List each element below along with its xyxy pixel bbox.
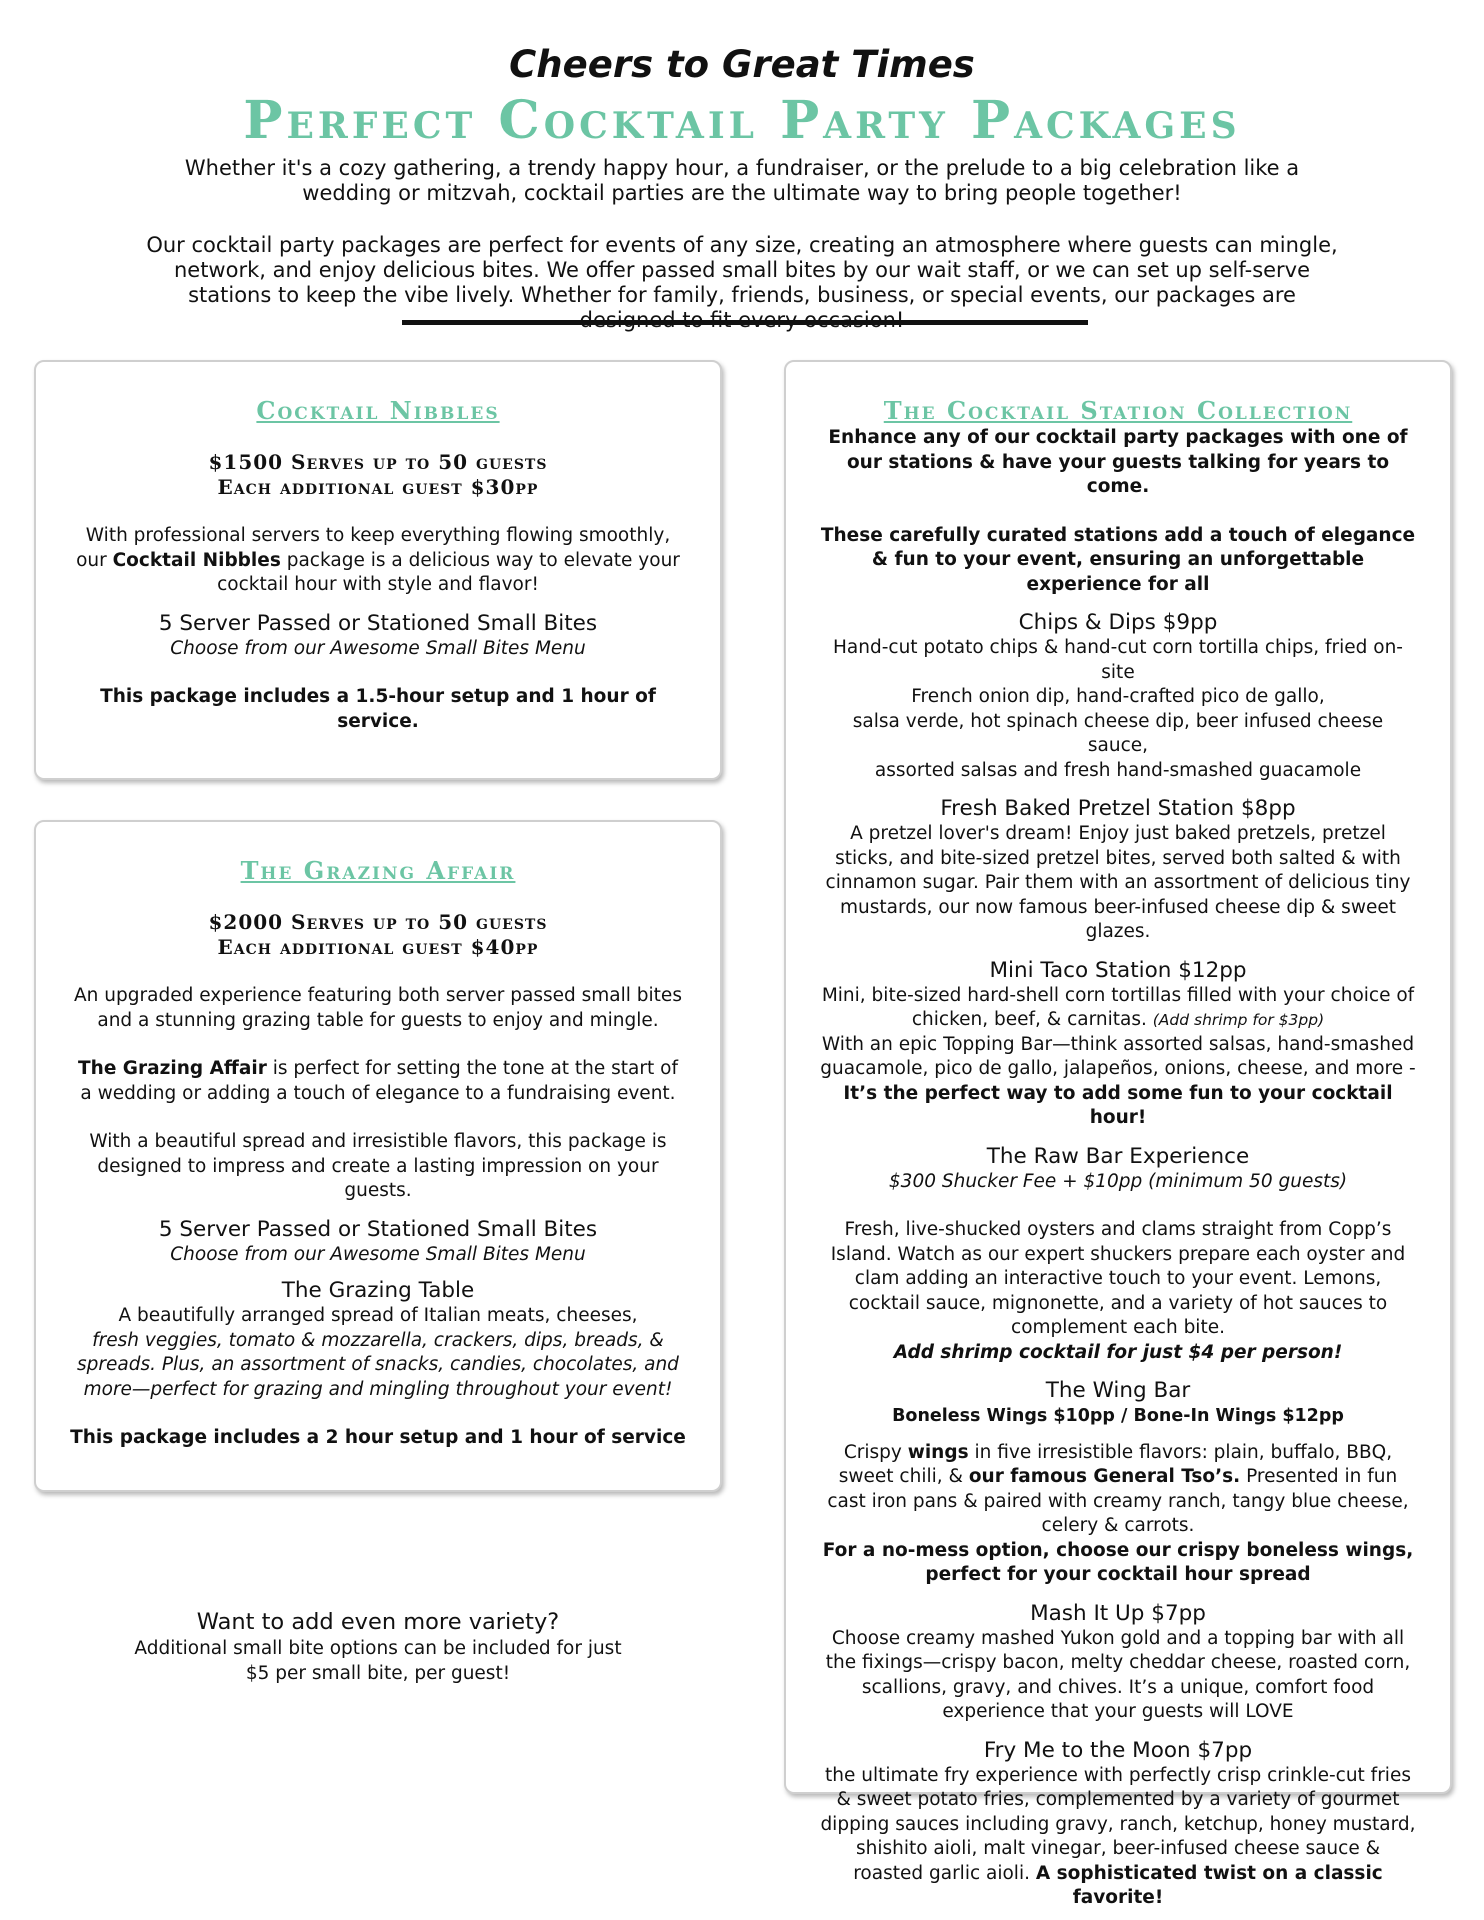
wing-bar-description — [820, 1441, 1416, 1539]
page-header — [0, 42, 1484, 360]
header-kicker: Cheers to Great Times — [509, 43, 975, 86]
small-bites-heading: 5 Server Passed or Stationed Small Bites — [158, 1216, 598, 1242]
chips-dips-line-4: assorted salsas and fresh hand-smashed guacamole — [874, 759, 1362, 781]
pretzel-station-title: Fresh Baked Pretzel Station $8pp — [940, 796, 1296, 821]
grazing-affair-extra-guest: Each additional guest $40pp — [217, 935, 539, 959]
grazing-description-1: An upgraded experience featuring both server passed small bites and a stunning grazing table for guests to enjoy and mingle. — [74, 985, 682, 1031]
grazing-description-3: With a beautiful spread and irresistible flavors, this package is designed to impress and create a lasting impression on your guests. — [89, 1131, 667, 1201]
mash-station-title: Mash It Up $7pp — [1030, 1600, 1206, 1626]
taco-station-tagline: It’s the perfect way to add some fun to your cocktail hour! — [843, 1082, 1393, 1128]
description-part: the ultimate fry experience with perfectly crisp crinkle-cut fries & sweet potato fries, complemented by a variety of gourmet dipping sauces including gravy, ranch, ketchup, honey mustard, shishito aioli, malt vinegar, beer-infused cheese sauce & roasted garlic aioli. — [820, 1764, 1416, 1884]
station-intro-1: Enhance any of our cocktail party packages with one of our stations & have your guests talking for years to come. — [828, 427, 1408, 497]
description-package-name: The Grazing Affair — [78, 1058, 267, 1079]
taco-station-line-1: Mini, bite-sized hard-shell corn tortillas filled with your choice of — [821, 984, 1415, 1006]
taco-proteins: chicken, beef, & carnitas. — [911, 1009, 1147, 1030]
fry-station-title: Fry Me to the Moon $7pp — [983, 1737, 1253, 1763]
wing-bar-pricing: Boneless Wings $10pp / Bone-In Wings $12pp — [892, 1406, 1344, 1426]
header-divider — [402, 320, 1088, 325]
package-service-note: This package includes a 2 hour setup and 1 hour of service — [70, 1427, 686, 1448]
wing-bar-title: The Wing Bar — [1045, 1378, 1191, 1403]
small-bites-heading: 5 Server Passed or Stationed Small Bites — [158, 610, 598, 636]
description-emphasis: our famous General Tso’s. — [968, 1466, 1241, 1487]
taco-shrimp-note: (Add shrimp for $3pp) — [1152, 1011, 1325, 1029]
description-emphasis: A sophisticated twist on a classic favorite! — [1035, 1862, 1383, 1908]
chips-dips-line-3: salsa verde, hot spinach cheese dip, beer infused cheese sauce, — [852, 710, 1384, 756]
description-part: package is a delicious way to elevate your cocktail hour with style and flavor! — [217, 549, 680, 595]
description-part: Crispy — [843, 1441, 902, 1463]
wing-bar-boneless-option: For a no-mess option, choose our crispy boneless wings, perfect for your cocktail hour spread — [822, 1539, 1414, 1585]
grazing-table-heading: The Grazing Table — [281, 1278, 475, 1303]
station-intro-2: These carefully curated stations add a touch of elegance & fun to your event, ensuring an unforgettable experience for all — [820, 524, 1416, 595]
pretzel-station-description: A pretzel lover's dream! Enjoy just baked pretzels, pretzel sticks, and bite-sized pretzel bites, served both salted & with cinnamon sugar. Pair them with an assortment of delicious tiny mustards, our now famous beer-infused cheese dip & sweet glazes. — [825, 823, 1411, 942]
raw-bar-description: Fresh, live-shucked oysters and clams straight from Copp’s Island. Watch as our expert shuckers prepare each oyster and clam adding an interactive touch to your event. Lemons, cocktail sauce, mignonette, and a variety of hot sauces to complement each bite. — [830, 1219, 1406, 1338]
description-part: in five irresistible flavors: plain, buffalo, BBQ, sweet chili, & — [838, 1441, 1393, 1487]
grazing-affair-price: $2000 Serves up to 50 guests — [208, 910, 548, 934]
station-collection-card — [784, 360, 1452, 1908]
chips-dips-line-2: French onion dip, hand-crafted pico de gallo, — [911, 686, 1325, 707]
cocktail-nibbles-price: $1500 Serves up to 50 guests — [208, 450, 548, 474]
small-bites-subheading: Choose from our Awesome Small Bites Menu — [170, 637, 586, 659]
variety-text: Additional small bite options can be included for just $5 per small bite, per guest! — [134, 1638, 622, 1684]
grazing-affair-card — [34, 820, 722, 1492]
cocktail-nibbles-description — [72, 524, 684, 598]
package-service-note: This package includes a 1.5-hour setup and 1 hour of service. — [100, 686, 656, 732]
mash-station-description: Choose creamy mashed Yukon gold and a topping bar with all the fixings—crispy bacon, melty cheddar cheese, roasted corn, scallions, gravy, and chives. It’s a unique, comfort food experience that your guests will LOVE — [825, 1627, 1411, 1722]
taco-station-line-2 — [820, 1008, 1416, 1033]
station-collection-title: The Cocktail Station Collection — [883, 396, 1353, 425]
intro-paragraph-2: Our cocktail party packages are perfect for events of any size, creating an atmosphere where guests can mingle, network, and enjoy delicious bites. We offer passed small bites by our wait staff, or we can set up self-serve stations to keep the vibe lively. Whether for family, friends, business, or special events, our packages are — [146, 233, 1338, 307]
cocktail-nibbles-title: Cocktail Nibbles — [256, 396, 500, 425]
raw-bar-shrimp-addon: Add shrimp cocktail for just $4 per person! — [893, 1341, 1343, 1363]
grazing-affair-title: The Grazing Affair — [240, 856, 516, 885]
description-emphasis: wings — [907, 1441, 969, 1463]
small-bites-subheading: Choose from our Awesome Small Bites Menu — [170, 1243, 586, 1265]
variety-title: Want to add even more variety? — [196, 1609, 560, 1635]
fry-station-description — [820, 1764, 1416, 1911]
page-title: Perfect Cocktail Party Packages — [243, 90, 1241, 151]
intro-text — [142, 156, 1342, 333]
chips-dips-title: Chips & Dips $9pp — [1018, 610, 1218, 635]
cocktail-nibbles-extra-guest: Each additional guest $30pp — [217, 475, 539, 499]
grazing-table-line-1: A beautifully arranged spread of Italian meats, cheeses, — [118, 1305, 638, 1326]
cocktail-nibbles-card — [34, 360, 722, 780]
raw-bar-pricing: $300 Shucker Fee + $10pp (minimum 50 guests) — [888, 1170, 1348, 1192]
grazing-description-2 — [70, 1057, 686, 1106]
description-part: Presented in fun cast iron pans & paired with creamy ranch, tangy blue cheese, celery & carrots. — [827, 1466, 1409, 1536]
description-part: With professional servers to keep everything flowing smoothly, our — [76, 525, 671, 571]
description-package-name: Cocktail Nibbles — [112, 549, 281, 571]
description-part: is perfect for setting the tone at the start of a wedding or adding a touch of elegance to a fundraising event. — [80, 1058, 678, 1104]
taco-station-toppings: With an epic Topping Bar—think assorted salsas, hand-smashed guacamole, pico de gallo, jalapeños, onions, cheese, and more - — [820, 1033, 1416, 1079]
grazing-table-description: fresh veggies, tomato & mozzarella, crackers, dips, breads, & spreads. Plus, an assortment of snacks, candies, chocolates, and more—perfect for grazing and mingling throughout your event! — [77, 1329, 679, 1400]
variety-note — [130, 1608, 626, 1686]
chips-dips-line-1: Hand-cut potato chips & hand-cut corn tortilla chips, fried on-site — [833, 637, 1403, 683]
intro-paragraph-1: Whether it's a cozy gathering, a trendy happy hour, a fundraiser, or the prelude to a big celebration like a wedding or mitzvah, cocktail parties are the ultimate way to bring people together! — [184, 156, 1300, 205]
taco-station-title: Mini Taco Station $12pp — [989, 957, 1247, 983]
raw-bar-title: The Raw Bar Experience — [986, 1143, 1250, 1169]
